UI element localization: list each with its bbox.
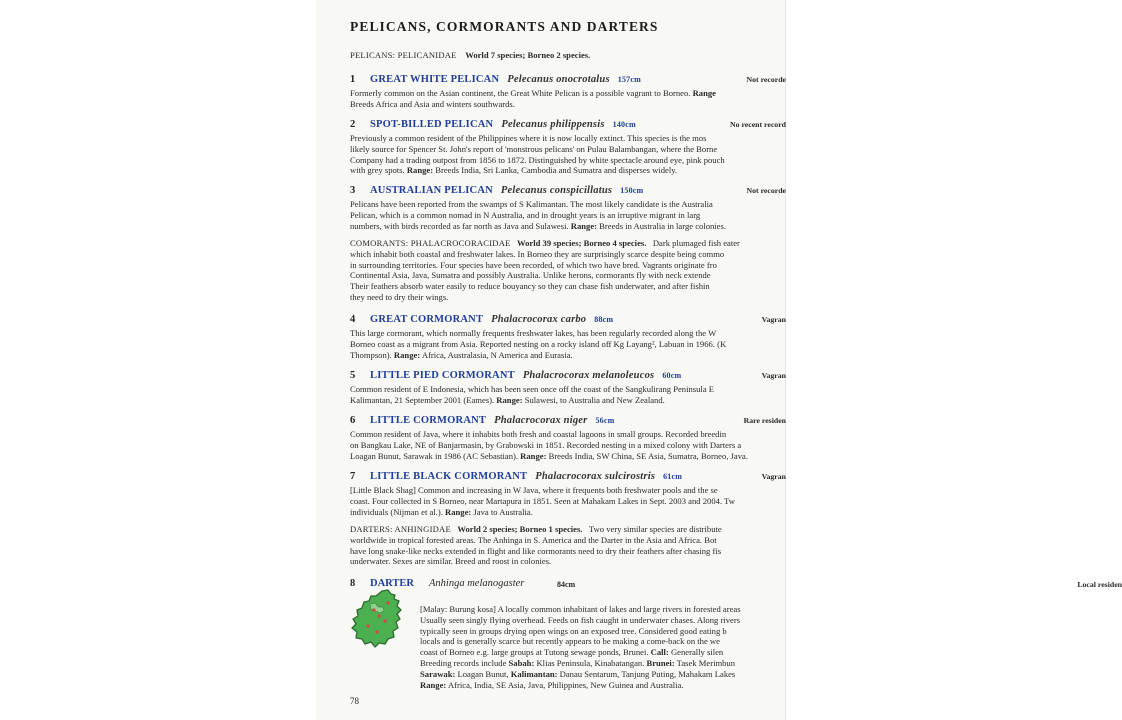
species-common-name: GREAT WHITE PELICAN Pelecanus onocrotalus 157cm xyxy=(370,74,641,85)
family-name: DARTERS: ANHINGIDAE xyxy=(350,524,451,534)
species-entry xyxy=(350,415,820,461)
species-size: 84cm xyxy=(557,580,576,589)
species-entry xyxy=(350,119,820,176)
borneo-distribution-map-icon xyxy=(350,588,404,648)
species-number: 7 xyxy=(350,471,356,482)
species-description: Previously a common resident of the Philippines where it is now locally extinct. This species is the mos likely source for Spencer St. John's report of 'monstrous pelicans' on Pulau Balambangan, where the Borne Company had a trading outpost from 1856 to 1872. Distinguished by white spectacle around eye, pink pouch with grey spots. Range: Breeds India, Sri Lanka, Cambodia and Sumatra and disperses widely. xyxy=(350,133,725,176)
family-heading-cormorants: COMORANTS: PHALACROCORACIDAE World 39 species; Borneo 4 species. Dark plumaged fish eater which inhabit both coastal and freshwater lakes. In Borneo they are surprisingly scarce despite being commo in surrounding territories. Four species have been recorded, of which two have bred. Vagrants originate fro Continental Asia, Java, Sumatra and possibly Australia. Unlike herons, cormorants fly with neck extende Their feathers absorb water easily to reduce bouyancy so they can chase fish underwater, and after fishin they need to dry their wings. xyxy=(350,238,740,302)
species-description: Formerly common on the Asian continent, the Great White Pelican is a possible vagrant to Borneo. Range Breeds Africa and Asia and winters southwards. xyxy=(350,88,716,109)
species-description: [Little Black Shag] Common and increasing in W Java, where it frequents both freshwater pools and the se coast. Four collected in S Borneo, near Martapura in 1851. Seen at Mahakam Lakes in Sept. 2003 and 2004. Tw individuals (Nijman et al.). Range: Java to Australia. xyxy=(350,485,735,517)
species-header xyxy=(350,314,820,328)
species-scientific-name: Phalacrocorax sulcirostris xyxy=(535,471,656,482)
page-title: PELICANS, CORMORANTS AND DARTERS xyxy=(350,19,659,34)
species-common-name: GREAT CORMORANT Phalacrocorax carbo 88cm xyxy=(370,314,614,325)
species-common-name: AUSTRALIAN PELICAN Pelecanus conspicillatus 150cm xyxy=(370,185,644,196)
species-header xyxy=(350,119,820,133)
family-heading-darters: DARTERS: ANHINGIDAE World 2 species; Borneo 1 species. Two very similar species are distribute worldwide in tropical forested areas. The Anhinga in S. America and the Darter in the Asia and Africa. Bot have long snake-like necks extended in flight and like cormorants need to dry their feathers after chasing fis underwater. Sexes are similar. Breed and roost in colonies. xyxy=(350,524,722,567)
species-header xyxy=(350,185,820,199)
species-status: Rare residen xyxy=(743,416,786,425)
species-number: 5 xyxy=(350,370,356,381)
species-size: 157cm xyxy=(617,75,641,84)
species-entry xyxy=(350,471,820,517)
species-number: 6 xyxy=(350,415,356,426)
species-description: Common resident of Java, where it inhabits both fresh and coastal lagoons in small groups. Recorded breedin on Bangkau Lake, NE of Banjarmasin, by Grabowski in 1851. Recorded nesting in a mixed colony with Darters a Loagan Bunut, Sarawak in 1986 (AC Sebastian). Range: Breeds India, SW China, SE Asia, Sumatra, Borneo, Java. xyxy=(350,429,748,461)
species-number: 1 xyxy=(350,74,356,85)
species-status: No recent record xyxy=(730,120,786,129)
species-description: Common resident of E Indonesia, which has been seen once off the coast of the Sangkulirang Peninsula E Kalimantan, 21 September 2001 (Eames). Range: Sulawesi, to Australia and New Zealand. xyxy=(350,384,715,405)
family-heading-pelicans xyxy=(350,50,786,61)
family-stats: World 39 species; Borneo 4 species. xyxy=(517,238,647,248)
page-number: 78 xyxy=(350,696,359,706)
species-size: 88cm xyxy=(594,315,614,324)
species-common-name: LITTLE PIED CORMORANT Phalacrocorax melanoleucos 60cm xyxy=(370,370,682,381)
species-scientific-name: Pelecanus onocrotalus xyxy=(507,74,610,85)
species-number: 2 xyxy=(350,119,356,130)
species-scientific-name: Phalacrocorax carbo xyxy=(491,314,587,325)
species-scientific-name: Anhinga melanogaster xyxy=(429,578,525,589)
book-page xyxy=(316,0,1122,720)
species-number: 3 xyxy=(350,185,356,196)
family-stats: World 2 species; Borneo 1 species. xyxy=(457,524,583,534)
species-number: 4 xyxy=(350,314,356,325)
species-common-name: LITTLE BLACK CORMORANT Phalacrocorax sulcirostris 61cm xyxy=(370,471,683,482)
species-header xyxy=(350,471,820,485)
species-entry xyxy=(350,74,820,110)
species-description: [Malay: Burung kosa] A locally common inhabitant of lakes and large rivers in forested areas Usually seen singly flying overhead. Feeds on fish caught in underwater chases. Along rivers typically seen in groups drying open wings on an exposed tree. Considered good eating b locals and is generally scarce but recently appears to be making a come-back on the we coast of Borneo e.g. large groups at Tutong sewage ponds, Brunei. Call: Generally silen Breeding records include Sabah: Klias Peninsula, Kinabatangan. Brunei: Tasek Merimbun Sarawak: Loagan Bunut, Kalimantan: Danau Sentarum, Tanjung Puting, Mahakam Lakes Range: Africa, India, SE Asia, Java, Philippines, New Guinea and Australia. xyxy=(420,604,741,690)
family-name: COMORANTS: PHALACROCORACIDAE xyxy=(350,238,511,248)
family-stats: World 7 species; Borneo 2 species. xyxy=(465,50,591,60)
species-scientific-name: Pelecanus conspicillatus xyxy=(500,185,613,196)
species-entry xyxy=(350,314,820,360)
species-header xyxy=(350,415,820,429)
species-description: Pelicans have been reported from the swamps of S Kalimantan. The most likely candidate is the Australia Pelican, which is a common nomad in N Australia, and in drought years is an irruptive migrant in larg numbers, with birds recorded as far north as Java and Sulawesi. Range: Breeds in Australia in large colonies. xyxy=(350,199,726,231)
species-status: Not recorde xyxy=(746,186,786,195)
species-status: Not recorde xyxy=(746,75,786,84)
species-entry xyxy=(350,185,820,231)
species-scientific-name: Pelecanus philippensis xyxy=(501,119,605,130)
species-status: Vagran xyxy=(761,472,786,481)
species-size: 60cm xyxy=(662,371,682,380)
species-size: 150cm xyxy=(620,186,644,195)
species-scientific-name: Phalacrocorax niger xyxy=(494,415,588,426)
species-status: Local residen xyxy=(1077,580,1122,589)
species-header xyxy=(350,370,820,384)
species-status: Vagran xyxy=(761,371,786,380)
species-description: This large cormorant, which normally frequents freshwater lakes, has been regularly recorded along the W Borneo coast as a migrant from Asia. Reported nesting on a rocky island off Kg Layang², Labuan in 1966. (K Thompson). Range: Africa, Australasia, N America and Eurasia. xyxy=(350,328,727,360)
family-name: PELICANS: PELICANIDAE xyxy=(350,50,457,60)
species-common-name: SPOT-BILLED PELICAN Pelecanus philippensis 140cm xyxy=(370,119,636,130)
species-entry xyxy=(350,370,820,406)
species-header xyxy=(350,74,820,88)
species-common-name: DARTER xyxy=(370,578,414,589)
species-status: Vagran xyxy=(761,315,786,324)
species-size: 56cm xyxy=(595,416,615,425)
species-size: 61cm xyxy=(663,472,683,481)
species-number: 8 xyxy=(350,578,356,589)
species-common-name: LITTLE CORMORANT Phalacrocorax niger 56cm xyxy=(370,415,615,426)
species-scientific-name: Phalacrocorax melanoleucos xyxy=(522,370,655,381)
species-size: 140cm xyxy=(612,120,636,129)
